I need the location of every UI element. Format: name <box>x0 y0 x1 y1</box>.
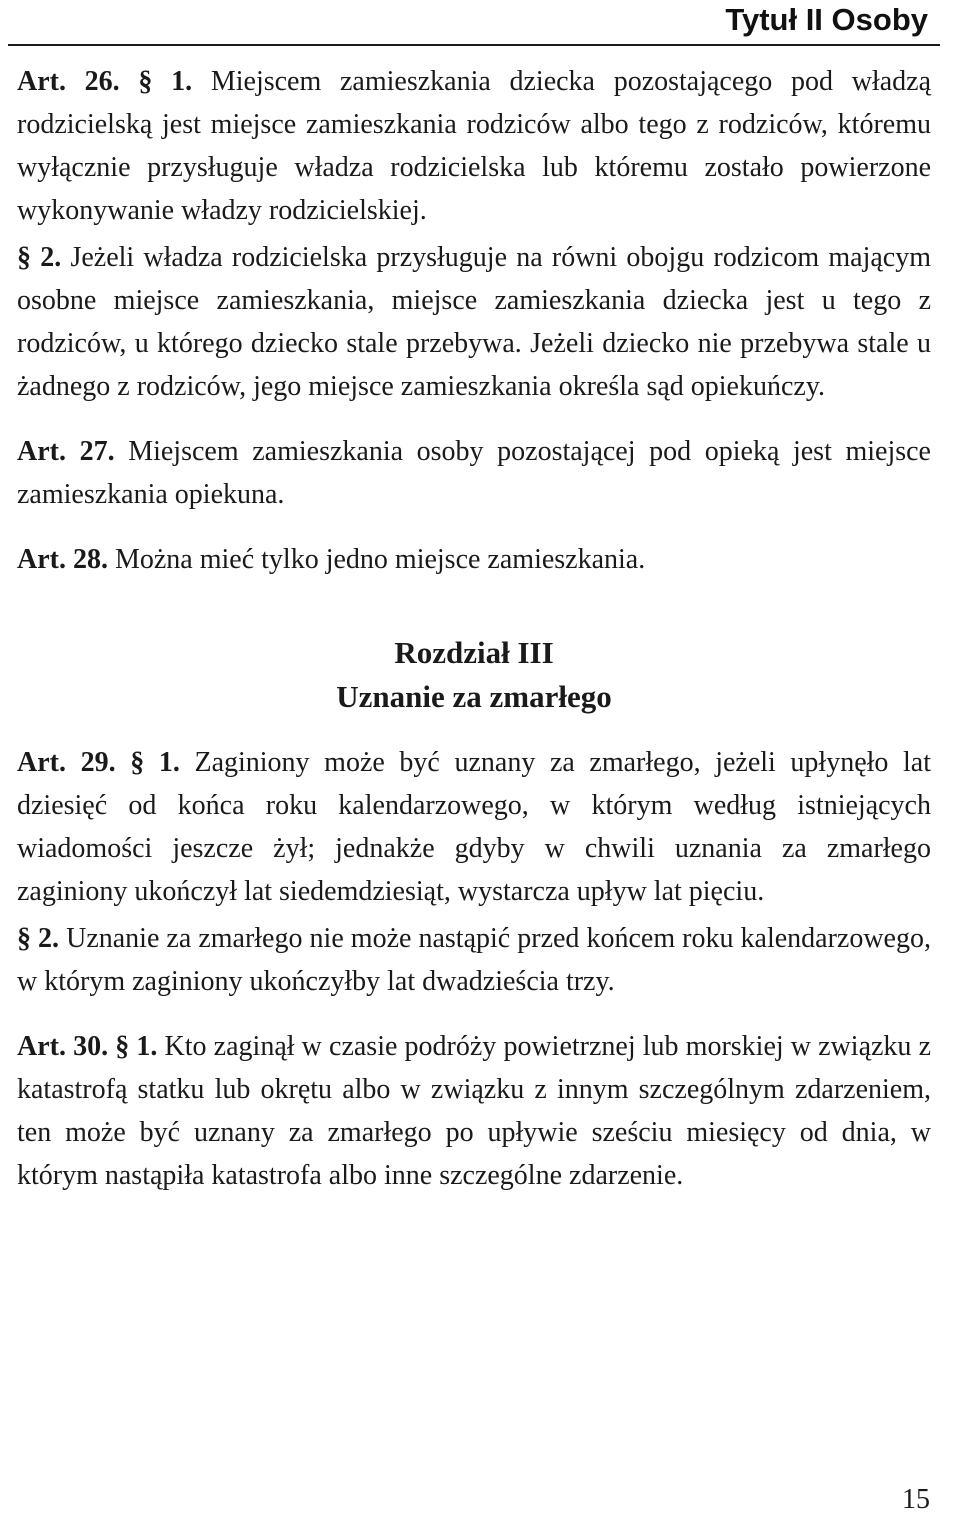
header-title: Tytuł II Osoby <box>725 2 928 37</box>
article-28-text: Można mieć tylko jedno miejsce zamieszkania. <box>114 544 646 575</box>
page-number: 15 <box>902 1484 930 1515</box>
article-30-p1-text: Kto zaginął w czasie podróży powietrznej lub morskiej w związku z katastrofą statku lub okrętu albo w związku z innym szczególnym zdarzeniem, ten może być uznany za zmarłego po upływie sześciu miesięcy od dnia, w którym nastąpiła katastrofa albo inne szczególne zdarzenie. <box>17 1031 931 1191</box>
article-29-p1-text: Zaginiony może być uznany za zmarłego, jeżeli upłynęło lat dziesięć od końca roku kalendarzowego, w którym według istniejących wiadomości jeszcze żył; jednakże gdyby w chwili uznania za zmarłego zaginiony ukończył lat siedemdziesiąt, wystarcza upływ lat pięciu. <box>17 747 932 907</box>
article-29-paragraph-1 <box>17 741 931 913</box>
article-26-p1-label: § 1. <box>138 66 193 97</box>
article-26-paragraph-1 <box>17 60 931 232</box>
article-28-label: Art. 28. <box>17 544 108 575</box>
article-29-p2-text: Uznanie za zmarłego nie może nastąpić przed końcem roku kalendarzowego, w którym zaginiony ukończyłby lat dwadzieścia trzy. <box>17 923 931 997</box>
article-30-paragraph-1 <box>17 1025 931 1197</box>
article-29-p1-label: § 1. <box>130 747 180 778</box>
article-27-label: Art. 27. <box>17 436 115 467</box>
article-29-label: Art. 29. <box>17 747 116 778</box>
article-28 <box>17 538 931 581</box>
article-29-p2-label: § 2. <box>17 923 60 954</box>
chapter-title: Uznanie za zmarłego <box>336 679 612 714</box>
article-27 <box>17 430 931 516</box>
article-26-label: Art. 26. <box>17 66 120 97</box>
article-30-p1-label: § 1. <box>115 1031 158 1062</box>
article-26-p1-text: Miejscem zamieszkania dziecka pozostającego pod władzą rodzicielską jest miejsce zamieszkania rodziców albo tego z rodziców, któremu wyłącznie przysługuje władza rodzicielska lub któremu zostało powierzone wykonywanie władzy rodzicielskiej. <box>17 66 931 226</box>
article-26-p2-label: § 2. <box>17 242 62 273</box>
article-30-label: Art. 30. <box>17 1031 109 1062</box>
page-body <box>17 60 931 1197</box>
article-26-paragraph-2 <box>17 236 931 408</box>
article-29-paragraph-2 <box>17 917 931 1003</box>
article-27-text: Miejscem zamieszkania osoby pozostającej pod opieką jest miejsce zamieszkania opiekuna. <box>17 436 931 510</box>
running-header <box>8 0 940 46</box>
article-26-p2-text: Jeżeli władza rodzicielska przysługuje na równi obojgu rodzicom mającym osobne miejsce zamieszkania, miejsce zamieszkania dziecka jest u tego z rodziców, u którego dziecko stale przebywa. Jeżeli dziecko nie przebywa stale u żadnego z rodziców, jego miejsce zamieszkania określa sąd opiekuńczy. <box>17 242 931 402</box>
chapter-number: Rozdział III <box>394 635 554 670</box>
